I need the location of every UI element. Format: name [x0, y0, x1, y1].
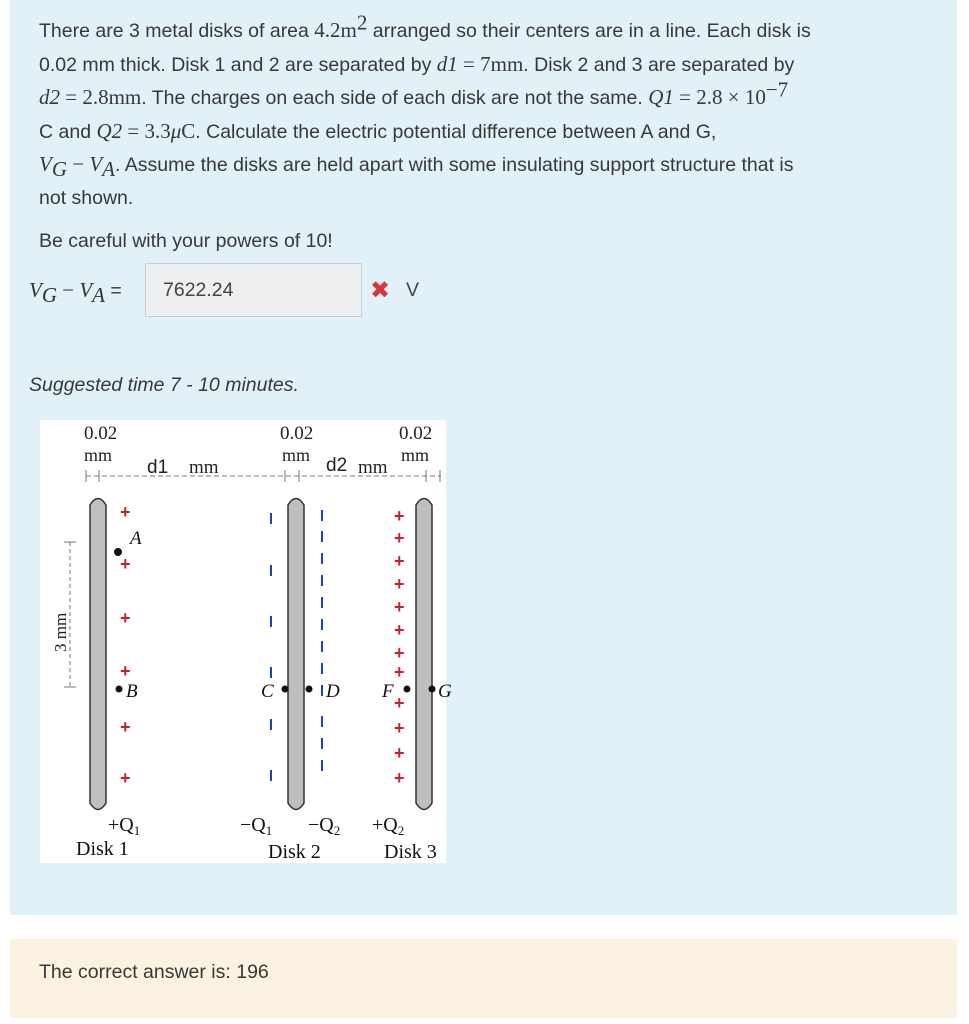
area-value: 4.2m [314, 18, 357, 42]
answer-label-vg: V [29, 277, 42, 302]
plus-charge: + [120, 608, 131, 628]
answer-label-va-sub: A [92, 282, 105, 307]
question-text-line2: 0.02 mm thick. Disk 1 and 2 are separated by [39, 53, 437, 76]
plus-charge: + [120, 661, 131, 681]
point-d-label: D [326, 681, 340, 702]
suggested-time: Suggested time 7 - 10 minutes. [29, 374, 299, 396]
vg-subscript: G [51, 156, 67, 181]
answer-row [29, 263, 419, 317]
plus-charge: + [394, 597, 405, 617]
point-f-dot [404, 686, 411, 693]
vg-symbol: V [39, 152, 52, 176]
question-text [39, 10, 928, 214]
warning-text: Be careful with your powers of 10! [39, 230, 333, 252]
disk-3 [416, 499, 432, 810]
plus-charge: + [394, 506, 405, 526]
question-text-line1-end: arranged so their centers are in a line. Each disk is [367, 20, 811, 42]
q2-variable: Q2 [96, 118, 123, 143]
q2-value: = 3.3 [122, 118, 171, 143]
point-g-dot [429, 686, 436, 693]
disk2-charge-right-label: $-Q_2$ [308, 814, 341, 838]
point-b-dot [116, 686, 123, 693]
disk-diagram [40, 420, 452, 863]
thickness-label-1: 0.02 [84, 423, 118, 444]
plus-charge: + [394, 551, 405, 571]
question-text-line4-end: . Calculate the electric potential difference between A and G, [195, 120, 717, 143]
thickness-label-2: 0.02 [280, 423, 314, 444]
plus-charge: + [394, 768, 405, 788]
question-text-line6: not shown. [39, 186, 134, 209]
plus-charge: + [120, 554, 131, 574]
point-a-label: A [130, 528, 142, 549]
correct-answer-text: The correct answer is: 196 [39, 961, 269, 983]
plus-charge: + [394, 718, 405, 738]
disk3-name: Disk 3 [384, 841, 437, 863]
plus-charge: + [394, 528, 405, 548]
height-marker [51, 542, 76, 687]
q1-value: = 2.8 × 10 [673, 85, 766, 109]
d1-dimension-label: d1 [147, 457, 169, 478]
plus-charge: + [394, 643, 405, 663]
disk1-name: Disk 1 [76, 838, 129, 860]
height-label: 3 mm [51, 612, 70, 652]
q1-variable: Q1 [648, 85, 674, 109]
plus-charge: + [120, 502, 131, 522]
va-symbol: V [89, 152, 103, 176]
thickness-label-3: 0.02 [399, 423, 433, 444]
q1-exponent: −7 [765, 77, 789, 102]
disk2-name: Disk 2 [268, 841, 321, 863]
thickness-unit-1: mm [84, 445, 113, 465]
d1-variable: d1 [436, 51, 458, 76]
question-text-line5: . Assume the disks are held apart with some insulating support structure that is [115, 154, 794, 176]
question-text-line3: . The charges on each side of each disk are not the same. [141, 87, 649, 109]
d2-value: = 2.8mm [60, 85, 142, 109]
d1-dimension-unit: mm [189, 457, 219, 478]
disk2-charge-left-label: $-Q_1$ [240, 814, 273, 838]
q2-micro: μ [170, 118, 182, 143]
point-f-label: F [382, 681, 394, 702]
dimension-line [86, 470, 441, 482]
point-b-label: B [126, 681, 138, 702]
disk-2 [288, 499, 304, 810]
answer-label-equals: = [105, 279, 122, 302]
thickness-unit-3: mm [401, 445, 430, 465]
plus-charge: + [394, 574, 405, 594]
point-d-dot [306, 686, 313, 693]
area-exponent: 2 [356, 10, 368, 35]
plus-charge: + [394, 693, 405, 713]
disk1-charge-label: $+Q_1$ [108, 814, 141, 838]
plus-charge: + [394, 662, 405, 682]
question-text-line1: There are 3 metal disks of area [39, 20, 315, 42]
va-subscript: A [102, 156, 115, 181]
disk-1 [90, 499, 106, 810]
point-g-label: G [438, 681, 452, 702]
plus-charge: + [120, 717, 131, 737]
thickness-unit-2: mm [282, 445, 311, 465]
question-text-line2-end: . Disk 2 and 3 are separated by [523, 53, 795, 76]
plus-charge: + [394, 743, 405, 763]
d2-dimension-label: d2 [326, 455, 348, 476]
answer-label [29, 277, 137, 307]
minus-sign: − [67, 152, 90, 176]
d1-value: = 7mm [457, 51, 524, 76]
answer-label-va: V [79, 277, 93, 302]
plus-charge: + [394, 620, 405, 640]
plus-charge: + [120, 768, 131, 788]
answer-label-minus: − [57, 277, 80, 302]
point-a-dot [114, 548, 122, 556]
answer-unit: V [406, 278, 420, 301]
d2-dimension-unit: mm [358, 457, 388, 478]
q2-unit: C [181, 118, 196, 143]
x-mark-icon: ✖ [369, 276, 391, 304]
point-c-label: C [261, 681, 274, 702]
d2-variable: d2 [39, 85, 60, 109]
answer-label-vg-sub: G [41, 282, 57, 307]
question-text-line4: C and [39, 120, 97, 143]
correct-answer-panel [10, 939, 957, 1018]
answer-input[interactable]: 7622.24 [145, 263, 362, 317]
disk3-charge-label: $+Q_2$ [372, 814, 405, 838]
point-c-dot [282, 686, 289, 693]
